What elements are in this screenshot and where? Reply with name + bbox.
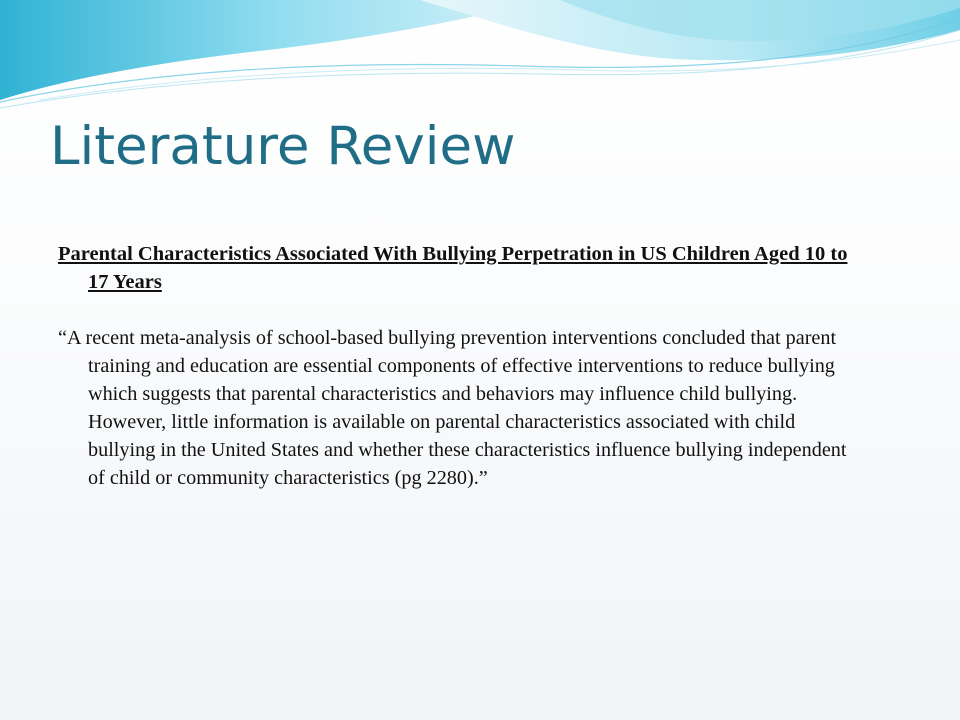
wave-band-main	[0, 0, 540, 100]
slide-title: Literature Review	[50, 116, 516, 177]
reference-title: Parental Characteristics Associated With Bullying Perpetration in US Children Aged 10 to 17 Years	[58, 243, 848, 293]
decorative-wave-header	[0, 0, 960, 120]
quoted-passage: “A recent meta-analysis of school-based bullying prevention interventions concluded that parent training and education are essential components of effective interventions to reduce bullying which suggests that parental characteristics and behaviors may influence child bullying. However, little information is available on parental characteristics associated with child bullying in the United States and whether these characteristics influence bullying independent of child or community characteristics (pg 2280).”	[58, 327, 847, 489]
slide-body	[58, 240, 848, 492]
